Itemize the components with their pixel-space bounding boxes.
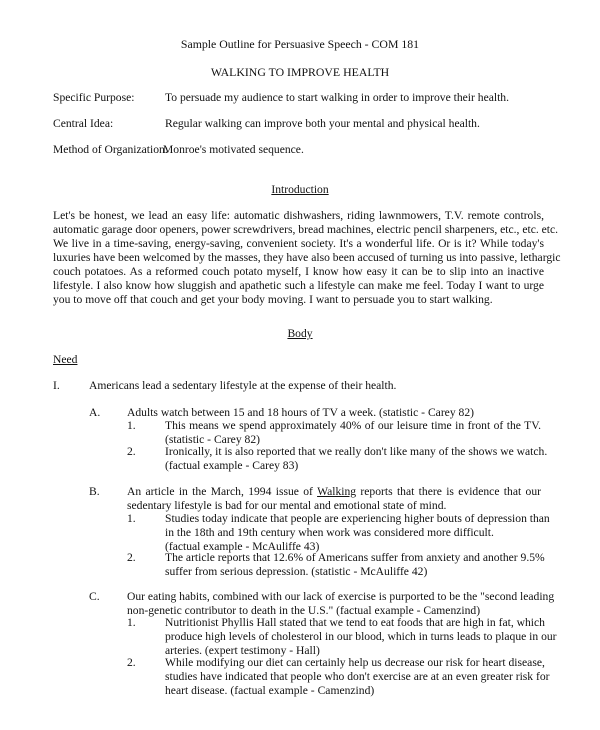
- b2-text: The article reports that 12.6% of Americans suffer from anxiety and another 9.5% suffer from serious depression. (statistic - McAuliffe 42): [165, 551, 545, 578]
- c1-text: Nutritionist Phyllis Hall stated that we tend to eat foods that are high in fat, which produce high levels of cholesterol in our blood, which in turns leads to plaque in our arteries. (expert testimony - Hall): [165, 616, 557, 657]
- subpoint-b-text: An article in the March, 1994 issue of Walking reports that there is evidence that our sedentary lifestyle is bad for our mental and emotional state of mind.: [127, 485, 541, 512]
- subpoint-c-number: C.: [89, 590, 100, 603]
- purpose-label: Specific Purpose:: [53, 91, 135, 104]
- intro-line: lifestyle. I also know how sluggish and apathetic such a lifestyle can make me feel. Today I want to urge: [53, 279, 544, 292]
- a2-number: 2.: [127, 445, 136, 458]
- c2-text: While modifying our diet can certainly help us decrease our risk for heart disease, studies have indicated that people who don't exercise are at an even greater risk for heart disease. (factual example - Camenzind): [165, 656, 550, 697]
- main-point-number: I.: [53, 379, 60, 392]
- magazine-title: Walking: [317, 485, 357, 498]
- a1-number: 1.: [127, 419, 136, 432]
- b1-text: Studies today indicate that people are experiencing higher bouts of depression than in the 18th and 19th century when work was considered more difficult. (factual example - McAuliffe 43): [165, 512, 550, 553]
- main-point-text: Americans lead a sedentary lifestyle at the expense of their health.: [89, 379, 397, 392]
- introduction-heading: Introduction: [271, 183, 329, 196]
- subpoint-b-number: B.: [89, 485, 100, 498]
- intro-line: automatic garage door openers, power screwdrivers, bread machines, electric pencil sharpeners, etc., etc. etc.: [53, 223, 559, 236]
- document-title: Sample Outline for Persuasive Speech - COM 181: [180, 37, 420, 51]
- a2-text: Ironically, it is also reported that we really don't like many of the shows we watch. (factual example - Carey 83): [165, 445, 548, 472]
- body-heading: Body: [287, 327, 313, 340]
- intro-line: Let's be honest, we lead an easy life: automatic dishwashers, riding lawnmowers, T.V. remote controls,: [53, 209, 544, 222]
- c1-number: 1.: [127, 616, 136, 629]
- subpoint-a-text: Adults watch between 15 and 18 hours of TV a week. (statistic - Carey 82): [127, 406, 474, 419]
- subpoint-c-text: Our eating habits, combined with our lack of exercise is purported to be the "second leading non-genetic contributor to death in the U.S." (factual example - Camenzind): [127, 590, 555, 617]
- intro-line: luxuries have been welcomed by the masses, they have also been accused of turning us into passive, lethargic: [53, 251, 561, 264]
- b2-number: 2.: [127, 551, 136, 564]
- organization-label: Method of Organization:: [53, 143, 169, 156]
- central-idea-label: Central Idea:: [53, 117, 114, 130]
- intro-line: couch potatoes. As a reformed couch potato myself, I know how easy it can be to slip into an inactive: [53, 265, 544, 278]
- a1-text: This means we spend approximately 40% of our leisure time in front of the TV. (statistic - Carey 82): [165, 419, 541, 446]
- intro-line: We live in a time-saving, energy-saving, convenient society. It's a wonderful life. Or is it? While today's: [53, 237, 544, 250]
- purpose-text: To persuade my audience to start walking in order to improve their health.: [165, 91, 509, 104]
- organization-text: Monroe's motivated sequence.: [163, 143, 304, 156]
- speech-title: WALKING TO IMPROVE HEALTH: [210, 65, 390, 79]
- central-idea-text: Regular walking can improve both your mental and physical health.: [165, 117, 480, 130]
- subpoint-a-number: A.: [89, 406, 101, 419]
- intro-line: you to move off that couch and get your body moving. I want to persuade you to start walking.: [53, 293, 493, 306]
- b1-number: 1.: [127, 512, 136, 525]
- introduction-paragraph: [53, 209, 561, 307]
- need-label: Need: [53, 353, 78, 366]
- c2-number: 2.: [127, 656, 136, 669]
